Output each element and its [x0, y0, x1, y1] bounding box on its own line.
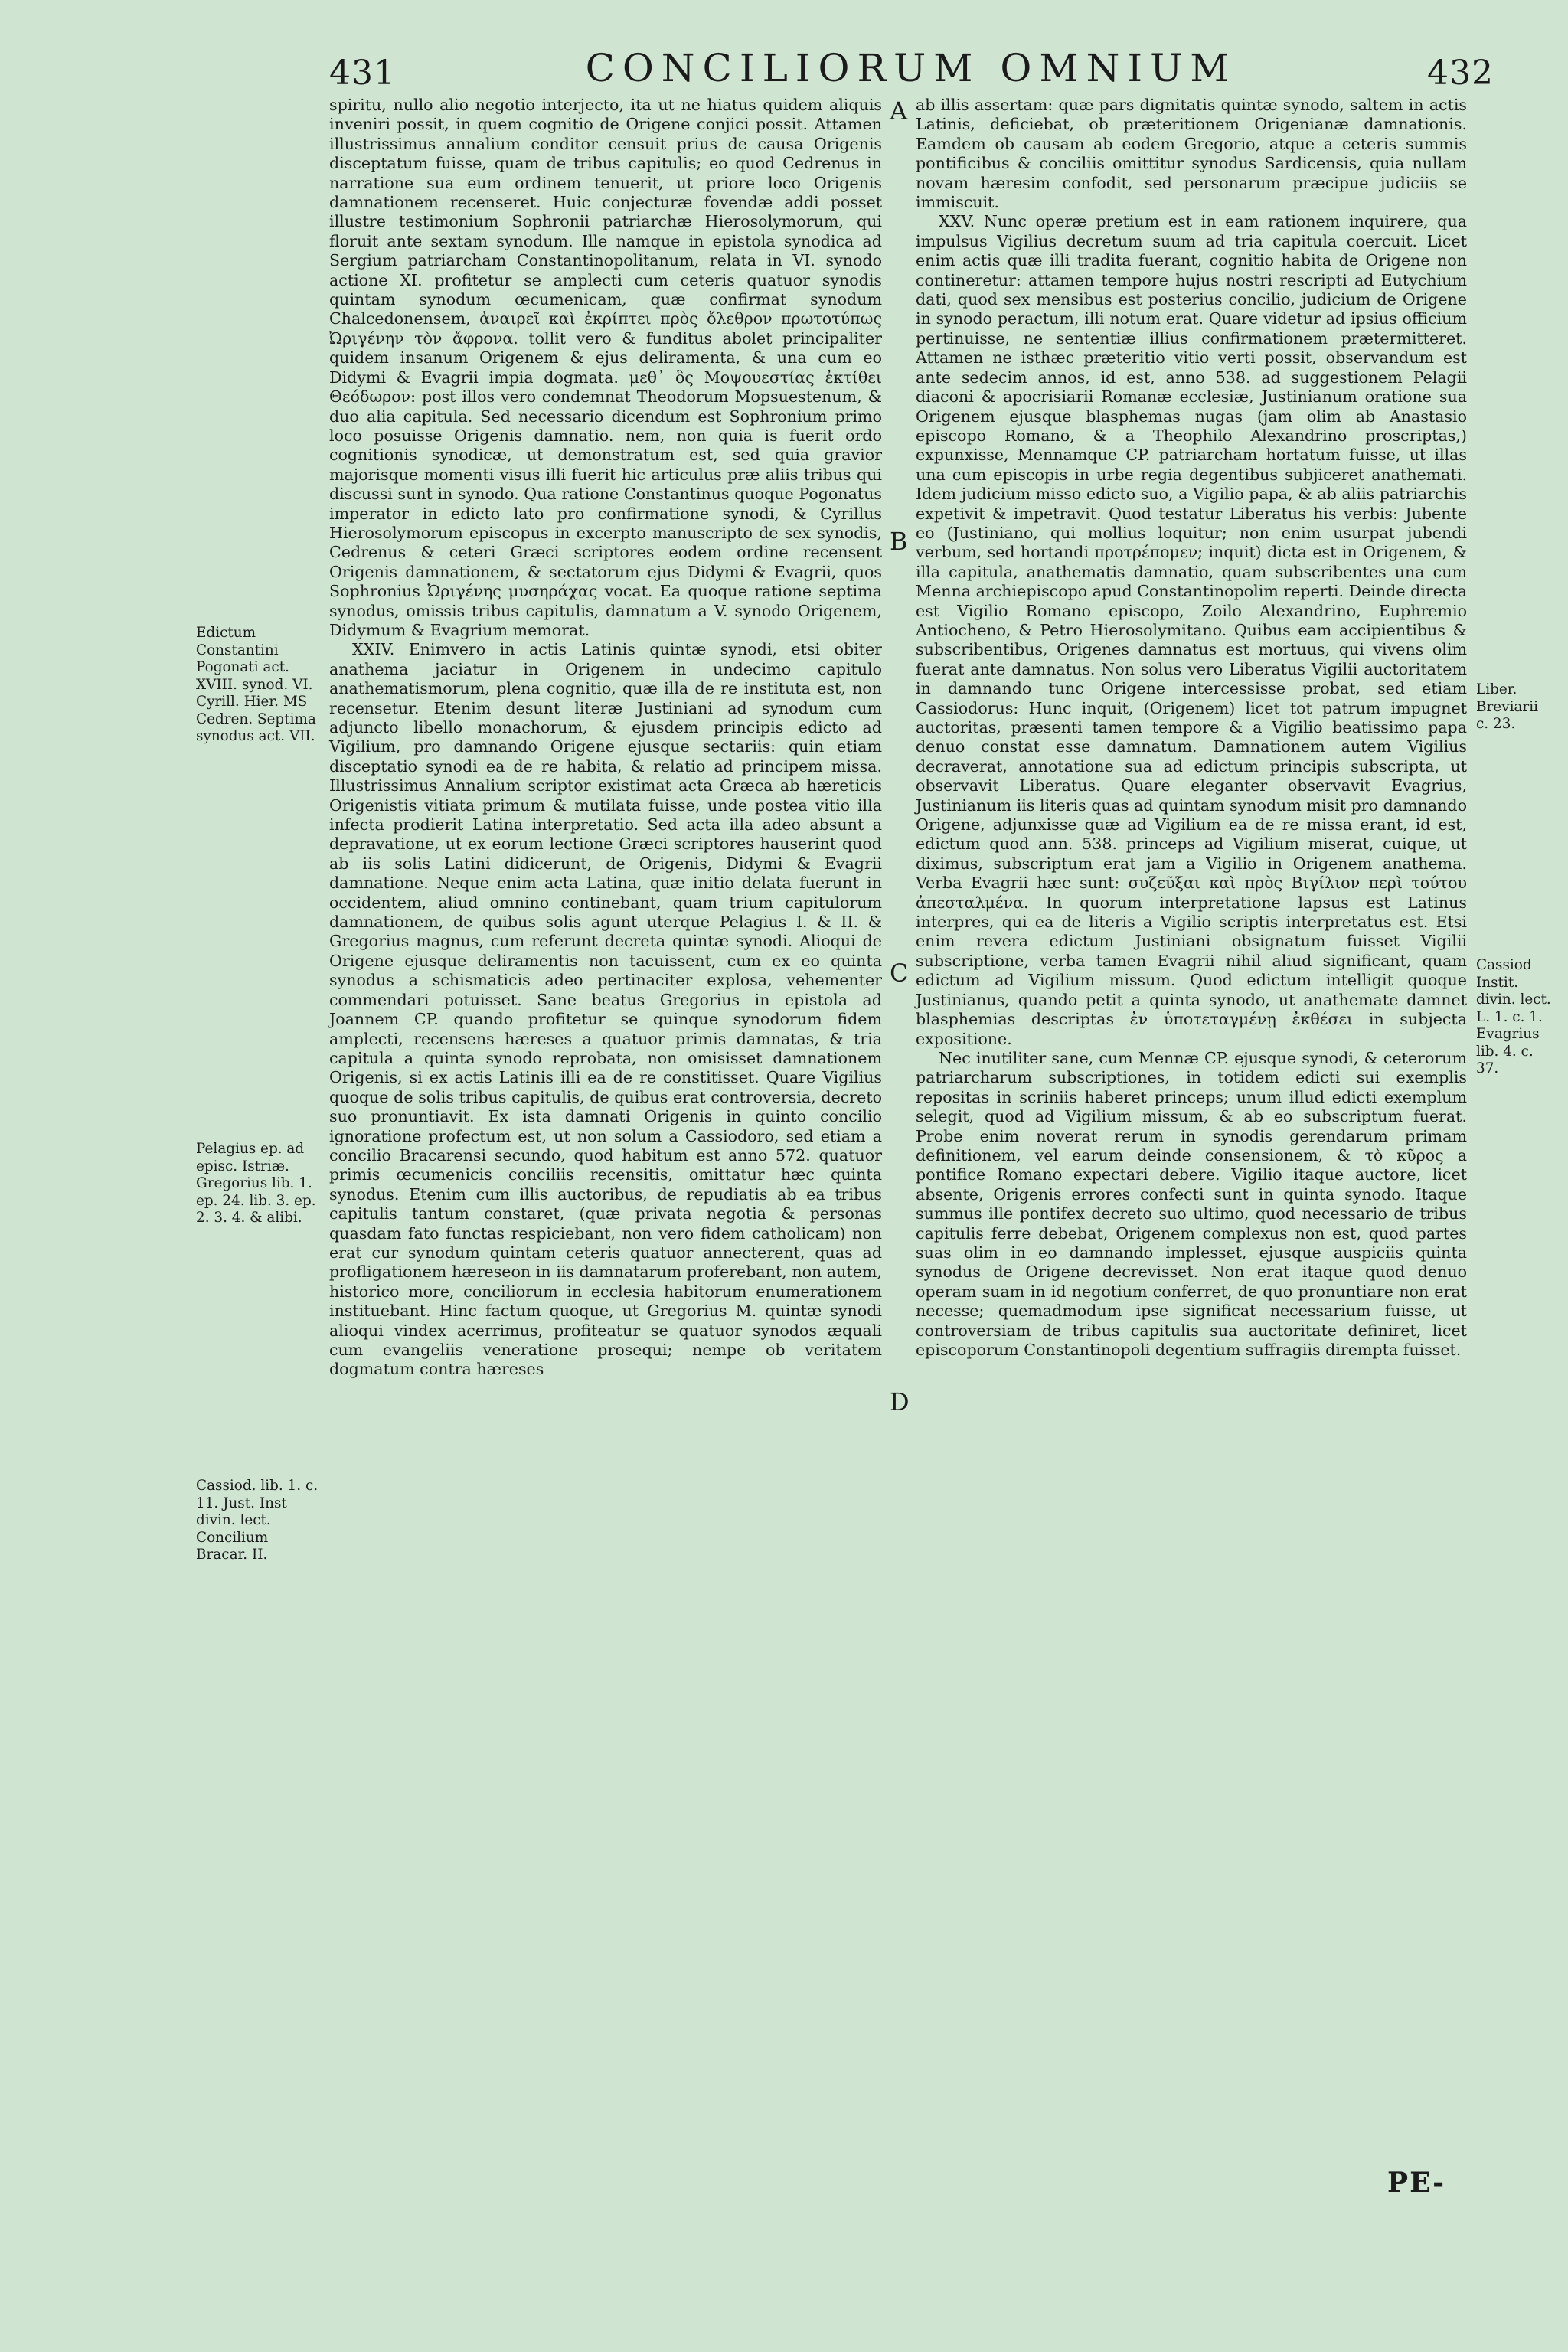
catchword: PE-: [1387, 2167, 1446, 2199]
section-letter-d: D: [890, 1387, 910, 1416]
section-letter-c: C: [890, 959, 909, 988]
left-text-column: [329, 96, 882, 1380]
running-title: CONCILIORUM OMNIUM: [585, 46, 1237, 90]
margin-note-edictum: Edictum Constantini Pogonati act. XVIII. synod. VI. Cyrill. Hier. MS Cedren. Septima synodus act. VII.: [196, 625, 316, 744]
paragraph: XXIV. Enimvero in actis Latinis quintæ synodi, etsi obiter anathema jaciatur in Origenem in undecimo capitulo anathematismorum, plena cognitio, quæ illa de re instituta est, non recensetur. Etenim desunt literæ Justiniani ad synodum cum adjuncto libello monachorum, & ejusdem principis edicto ad Vigilium, pro damnando Origene ejusque sectariis: quin etiam disceptatio synodi ea de re habita, & relatio ad principem missa. Illustrissimus Annalium scriptor existimat acta Græca ab hæreticis Origenistis vitiata primum & mutilata fuisse, unde postea vitio illa infecta prodierit Latina interpretatio. Sed acta illa adeo absunt a depravatione, ut ex eorum lectione Græci scriptores hauserint quod ab iis solis Latini didicerunt, de Origenis, Didymi & Evagrii damnatione. Neque enim acta Latina, quæ initio delata fuerunt in occidentem, aliud omnino continebant, quam trium capitulorum damnationem, de quibus solis agunt uterque Pelagius I. & II. & Gregorius magnus, cum referunt decreta quintæ synodi. Alioqui de Origene ejusque deliramentis non tacuissent, cum ex eo quinta synodus a schismaticis adeo pertinaciter explosa, vehementer commendari potuisset. Sane beatus Gregorius in epistola ad Joannem CP. quando profitetur se quinque synodorum fidem amplecti, recensens hæreses a quatuor primis damnatas, & tria capitula a quinta synodo reprobata, non omisisset damnationem Origenis, si ex actis Latinis illi ea de re constitisset. Quare Vigilius quoque de solis tribus capitulis, de quibus erat controversia, decreto suo pronuntiavit. Ex ista damnati Origenis in quinto concilio ignoratione profectum est, ut non solum a Cassiodoro, sed etiam a concilio Bracarensi secundo, quod habitum est anno 572. quatuor primis œcumenicis conciliis recensitis, omittatur hæc quinta synodus. Etenim cum illis auctoribus, de repudiatis ab ea tribus capitulis tantum constaret, (quæ privata negotia & personas quasdam fato functas respiciebant, non vero fidem catholicam) non erat cur synodum quintam ceteris quatuor annecterent, quas ad profligationem hæreseon in iis damnatarum proferebant, non autem, historico more, conciliorum in ecclesia habitorum enumerationem instituebant. Hinc factum quoque, ut Gregorius M. quintæ synodi alioqui vindex acerrimus, profiteatur se quatuor synodos æquali cum evangeliis veneratione prosequi; nempe ob veritatem dogmatum contra hæreses: [329, 640, 882, 1379]
margin-note-cassiodorus-evagrius: Cassiod Instit. divin. lect. L. 1. c. 1. Evagrius lib. 4. c. 37.: [1476, 957, 1551, 1076]
margin-note-liberatus: Liber. Breviarii c. 23.: [1476, 681, 1538, 732]
page-number-right: 432: [1427, 54, 1494, 93]
paragraph: ab illis assertam: quæ pars dignitatis quintæ synodo, saltem in actis Latinis, deficiebat, ob præteritionem Origenianæ damnationis. Eamdem ob causam ab eodem Gregorio, atque a ceteris summis pontificibus & conciliis omittitur synodus Sardicensis, quia nullam novam hæresim confodit, sed personarum præcipue judiciis se immiscuit.: [916, 96, 1467, 212]
paragraph: Nec inutiliter sane, cum Mennæ CP. ejusque synodi, & ceterorum patriarcharum subscriptiones, in totidem edicti sui exemplis repositas in scriniis haberet princeps; unum illud edicti exemplum selegit, quod ad Vigilium missum, & ab eo subscriptum fuerat. Probe enim noverat rerum in synodis gerendarum primam definitionem, vel earum deinde consensionem, & τὸ κῦρος a pontifice Romano expectari debere. Vigilio itaque auctore, licet absente, Origenis errores confecti sunt in quinta synodo. Itaque summus ille pontifex decreto suo ultimo, quod necessario de tribus capitulis ferre debebat, Origenem complexus non est, quod partes suas olim in eo damnando implesset, ejusque auspiciis quinta synodus de Origene decrevisset. Non erat itaque quod denuo operam suam in id negotium conferret, de quo pronuntiare non erat necesse; quemadmodum ipse significat necessarium fuisse, ut controversiam de tribus capitulis sua auctoritate definiret, licet episcoporum Constantinopoli degentium suffragiis dirempta fuisset.: [916, 1048, 1467, 1359]
paragraph: spiritu, nullo alio negotio interjecto, ita ut ne hiatus quidem aliquis inveniri possit, in quem cognitio de Origene conjici possit. Attamen illustrissimus annalium conditor censuit prius de causa Origenis disceptatum fuisse, quam de tribus capitulis; eo quod Cedrenus in narratione sua eum ordinem tenuerit, ut priore loco Origenis damnationem recenseret. Huic conjecturæ fovendæ addi posset illustre testimonium Sophronii patriarchæ Hierosolymorum, qui floruit ante sextam synodum. Ille namque in epistola synodica ad Sergium patriarcham Constantinopolitanum, relata in VI. synodo actione XI. profitetur se amplecti cum ceteris quatuor synodis quintam synodum œcumenicam, quæ confirmat synodum Chalcedonensem, ἀναιρεῖ καὶ ἐκρίπτει πρὸς ὄλεθρον πρωτοτύπως Ὠριγένην τὸν ἄφρονα. tollit vero & funditus abolet principaliter quidem insanum Origenem & ejus deliramenta, & una cum eo Didymi & Evagrii impia dogmata. μεθ᾽ ὃς Μοψουεστίας ἐκτίθει Θεόδωρον: post illos vero condemnat Theodorum Mopsuestenum, & duo alia capitula. Sed necessario dicendum est Sophronium primo loco posuisse Origenis damnatio. nem, non quia is fuerit ordo cognitionis synodicæ, ut demonstratum est, sed quia gravior majorisque momenti visus illi fuerit hic articulus præ aliis tribus qui discussi sunt in synodo. Qua ratione Constantinus quoque Pogonatus imperator in edicto lato pro confirmatione synodi, & Cyrillus Hierosolymorum episcopus in excerpto manuscripto de sex synodis, Cedrenus & ceteri Græci scriptores eodem ordine recensent Origenis damnationem, & sectatorum ejus Didymi & Evagrii, quos Sophronius Ὠριγένης μυσηράχας vocat. Ea quoque ratione septima synodus, omissis tribus capitulis, damnatum a V. synodo Origenem, Didymum & Evagrium memorat.: [329, 96, 882, 639]
margin-note-cassiodorus: Cassiod. lib. 1. c. 11. Just. Inst divin. lect. Concilium Bracar. II.: [196, 1478, 318, 1563]
paragraph: XXV. Nunc operæ pretium est in eam rationem inquirere, qua impulsus Vigilius decretum suum ad tria capitula coercuit. Licet enim actis quæ illi tradita fuerant, cognitio habita de Origene non contineretur: attamen tempore hujus nostri rescripti ad Eutychium dati, quod sex mensibus est posterius concilio, judicium de Origene in synodo peractum, illi notum erat. Quare videtur ad ipsius officium pertinuisse, ne sententiæ illius confirmationem prætermitteret. Attamen ne isthæc præteritio vitio verti possit, observandum est ante sedecim annos, id est, anno 538. ad suggestionem Pelagii diaconi & apocrisiarii Romanæ ecclesiæ, Justinianum oratione sua Origenem ejusque blasphemas nugas (jam olim ab Anastasio episcopo Romano, & a Theophilo Alexandrino proscriptas,) expunxisse, Mennamque CP. patriarcham hortatum fuisse, ut illas una cum episcopis in urbe regia degentibus subjiceret anathemati. Idem judicium misso edicto suo, a Vigilio papa, & ab aliis patriarchis expetivit & impetravit. Quod testatur Liberatus his verbis: Jubente eo (Justiniano, qui mollius loquitur; non enim usurpat jubendi verbum, sed hortandi προτρέπομεν; inquit) dicta est in Origenem, & illa capitula, anathematis damnatio, quam subscribentes una cum Menna archiepiscopo apud Constantinopolim reperti. Deinde directa est Vigilio Romano episcopo, Zoilo Alexandrino, Euphremio Antiocheno, & Petro Hierosolymitano. Quibus eam accipientibus & subscribentibus, Origenes damnatus est mortuus, qui vivens olim fuerat ante damnatus. Non solus vero Liberatus Vigilii auctoritatem in damnando tunc Origene intercessisse probat, sed etiam Cassiodorus: Hunc inquit, (Origenem) licet tot patrum impugnet auctoritas, præsenti tamen tempore & a Vigilio beatissimo papa denuo constat esse damnatum. Damnationem autem Vigilius decraverat, annotatione sua ad edictum principis subscripta, ut observavit Liberatus. Quare eleganter observavit Evagrius, Justinianum iis literis quas ad quintam synodum misit pro damnando Origene, adjunxisse quæ ad Vigilium ea de re missa erant, id est, edictum quod ann. 538. princeps ad Vigilium miserat, cuique, ut diximus, subscriptum erat jam a Vigilio in Origenem anathema. Verba Evagrii hæc sunt: συζεῦξαι καὶ πρὸς Βιγίλιον περὶ τούτου ἀπεσταλμένα. In quorum interpretatione lapsus est Latinus interpres, qui ea de literis a Vigilio scriptis interpretatus est. Etsi enim revera edictum Justiniani obsignatum fuisset Vigilii subscriptione, verba tamen Evagrii nihil aliud significant, quam edictum ad Vigilium missum. Quod edictum intelligit quoque Justinianus, quando petit a quinta synodo, ut anathemate damnet blasphemias descriptas ἐν ὑποτεταγμένῃ ἐκθέσει in subjecta expositione.: [916, 212, 1467, 1048]
margin-note-pelagius: Pelagius ep. ad episc. Istriæ. Gregorius lib. 1. ep. 24. lib. 3. ep. 2. 3. 4. & alibi.: [196, 1141, 316, 1226]
right-text-column: [916, 96, 1467, 1360]
page-number-left: 431: [329, 54, 396, 93]
section-letter-b: B: [890, 527, 908, 556]
section-letter-a: A: [890, 96, 908, 126]
